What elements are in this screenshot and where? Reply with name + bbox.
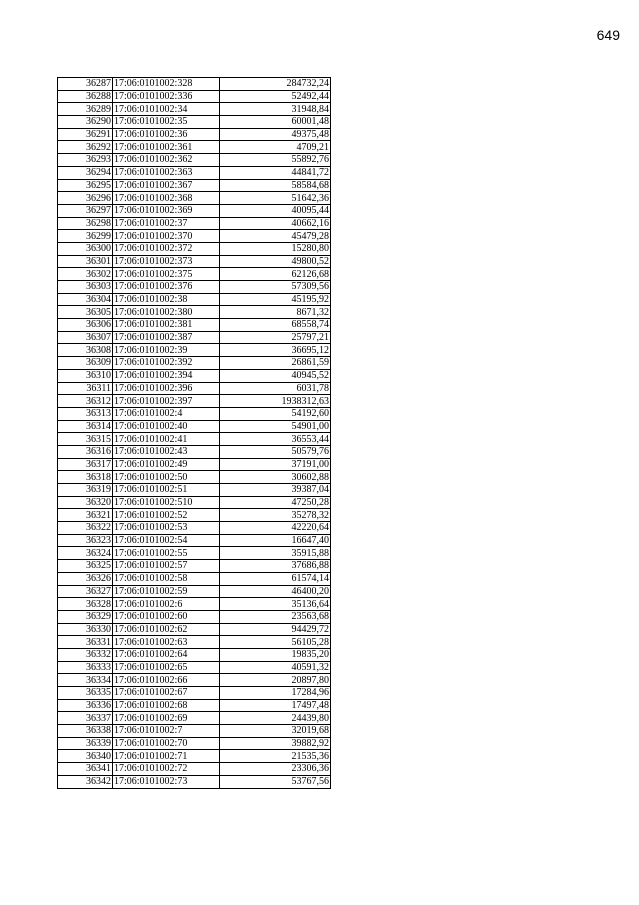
row-number-cell: 36308	[58, 344, 113, 357]
cadastral-value-cell: 42220,64	[220, 522, 331, 535]
table-row	[58, 90, 331, 103]
cadastral-number-cell: 17:06:0101002:40	[113, 420, 220, 433]
cadastral-value-cell: 30602,88	[220, 471, 331, 484]
cadastral-number-cell: 17:06:0101002:35	[113, 116, 220, 129]
table-row	[58, 674, 331, 687]
cadastral-value-cell: 45479,28	[220, 230, 331, 243]
row-number-cell: 36315	[58, 433, 113, 446]
row-number-cell: 36337	[58, 712, 113, 725]
table-row	[58, 192, 331, 205]
cadastral-value-cell: 54901,00	[220, 420, 331, 433]
row-number-cell: 36301	[58, 255, 113, 268]
cadastral-number-cell: 17:06:0101002:363	[113, 166, 220, 179]
cadastral-value-cell: 16647,40	[220, 534, 331, 547]
table-row	[58, 128, 331, 141]
cadastral-value-cell: 35136,64	[220, 598, 331, 611]
table-row	[58, 661, 331, 674]
row-number-cell: 36340	[58, 750, 113, 763]
row-number-cell: 36297	[58, 204, 113, 217]
page-number: 649	[596, 27, 620, 43]
row-number-cell: 36296	[58, 192, 113, 205]
row-number-cell: 36332	[58, 648, 113, 661]
cadastral-value-cell: 23306,36	[220, 763, 331, 776]
table-row	[58, 687, 331, 700]
cadastral-number-cell: 17:06:0101002:64	[113, 648, 220, 661]
table-row	[58, 585, 331, 598]
cadastral-value-cell: 6031,78	[220, 382, 331, 395]
row-number-cell: 36292	[58, 141, 113, 154]
table-row	[58, 471, 331, 484]
table-row	[58, 382, 331, 395]
cadastral-value-cell: 51642,36	[220, 192, 331, 205]
row-number-cell: 36339	[58, 737, 113, 750]
table-row	[58, 484, 331, 497]
cadastral-value-cell: 17497,48	[220, 699, 331, 712]
cadastral-number-cell: 17:06:0101002:370	[113, 230, 220, 243]
table-row	[58, 242, 331, 255]
cadastral-value-cell: 53767,56	[220, 775, 331, 788]
cadastral-number-cell: 17:06:0101002:336	[113, 90, 220, 103]
row-number-cell: 36331	[58, 636, 113, 649]
row-number-cell: 36299	[58, 230, 113, 243]
cadastral-value-cell: 52492,44	[220, 90, 331, 103]
table-row	[58, 357, 331, 370]
table-row	[58, 306, 331, 319]
cadastral-number-cell: 17:06:0101002:6	[113, 598, 220, 611]
table-row	[58, 775, 331, 788]
cadastral-number-cell: 17:06:0101002:37	[113, 217, 220, 230]
row-number-cell: 36316	[58, 445, 113, 458]
cadastral-value-cell: 57309,56	[220, 281, 331, 294]
table-row	[58, 217, 331, 230]
cadastral-value-cell: 36695,12	[220, 344, 331, 357]
table-row	[58, 636, 331, 649]
row-number-cell: 36288	[58, 90, 113, 103]
row-number-cell: 36302	[58, 268, 113, 281]
cadastral-value-cell: 40945,52	[220, 369, 331, 382]
cadastral-number-cell: 17:06:0101002:373	[113, 255, 220, 268]
row-number-cell: 36294	[58, 166, 113, 179]
cadastral-number-cell: 17:06:0101002:54	[113, 534, 220, 547]
row-number-cell: 36322	[58, 522, 113, 535]
table-row	[58, 433, 331, 446]
table-row	[58, 496, 331, 509]
row-number-cell: 36336	[58, 699, 113, 712]
cadastral-value-cell: 68558,74	[220, 319, 331, 332]
row-number-cell: 36324	[58, 547, 113, 560]
cadastral-number-cell: 17:06:0101002:65	[113, 661, 220, 674]
cadastral-value-cell: 23563,68	[220, 610, 331, 623]
row-number-cell: 36333	[58, 661, 113, 674]
table-row	[58, 179, 331, 192]
cadastral-value-cell: 8671,32	[220, 306, 331, 319]
cadastral-number-cell: 17:06:0101002:376	[113, 281, 220, 294]
cadastral-number-cell: 17:06:0101002:381	[113, 319, 220, 332]
table-row	[58, 458, 331, 471]
row-number-cell: 36313	[58, 407, 113, 420]
row-number-cell: 36321	[58, 509, 113, 522]
table-row	[58, 522, 331, 535]
row-number-cell: 36326	[58, 572, 113, 585]
cadastral-number-cell: 17:06:0101002:66	[113, 674, 220, 687]
cadastral-value-cell: 20897,80	[220, 674, 331, 687]
cadastral-number-cell: 17:06:0101002:38	[113, 293, 220, 306]
cadastral-number-cell: 17:06:0101002:50	[113, 471, 220, 484]
table-row	[58, 763, 331, 776]
cadastral-value-cell: 37191,00	[220, 458, 331, 471]
row-number-cell: 36289	[58, 103, 113, 116]
table-row	[58, 103, 331, 116]
cadastral-number-cell: 17:06:0101002:55	[113, 547, 220, 560]
table-row	[58, 230, 331, 243]
cadastral-value-cell: 44841,72	[220, 166, 331, 179]
row-number-cell: 36314	[58, 420, 113, 433]
cadastral-value-cell: 1938312,63	[220, 395, 331, 408]
table-row	[58, 648, 331, 661]
cadastral-value-cell: 17284,96	[220, 687, 331, 700]
cadastral-value-cell: 49375,48	[220, 128, 331, 141]
row-number-cell: 36319	[58, 484, 113, 497]
row-number-cell: 36327	[58, 585, 113, 598]
cadastral-number-cell: 17:06:0101002:34	[113, 103, 220, 116]
cadastral-value-cell: 40591,32	[220, 661, 331, 674]
cadastral-number-cell: 17:06:0101002:43	[113, 445, 220, 458]
table-row	[58, 737, 331, 750]
cadastral-number-cell: 17:06:0101002:68	[113, 699, 220, 712]
table-row	[58, 445, 331, 458]
cadastral-value-cell: 4709,21	[220, 141, 331, 154]
cadastral-value-cell: 54192,60	[220, 407, 331, 420]
cadastral-number-cell: 17:06:0101002:510	[113, 496, 220, 509]
cadastral-value-table	[57, 77, 331, 789]
cadastral-value-cell: 39387,04	[220, 484, 331, 497]
row-number-cell: 36304	[58, 293, 113, 306]
row-number-cell: 36298	[58, 217, 113, 230]
row-number-cell: 36290	[58, 116, 113, 129]
table-row	[58, 141, 331, 154]
row-number-cell: 36330	[58, 623, 113, 636]
row-number-cell: 36291	[58, 128, 113, 141]
cadastral-number-cell: 17:06:0101002:392	[113, 357, 220, 370]
cadastral-number-cell: 17:06:0101002:7	[113, 725, 220, 738]
table-row	[58, 725, 331, 738]
row-number-cell: 36317	[58, 458, 113, 471]
cadastral-value-cell: 46400,20	[220, 585, 331, 598]
table-row	[58, 281, 331, 294]
cadastral-number-cell: 17:06:0101002:49	[113, 458, 220, 471]
cadastral-number-cell: 17:06:0101002:70	[113, 737, 220, 750]
row-number-cell: 36329	[58, 610, 113, 623]
cadastral-value-cell: 94429,72	[220, 623, 331, 636]
cadastral-value-cell: 19835,20	[220, 648, 331, 661]
row-number-cell: 36293	[58, 154, 113, 167]
cadastral-number-cell: 17:06:0101002:394	[113, 369, 220, 382]
cadastral-number-cell: 17:06:0101002:368	[113, 192, 220, 205]
table-row	[58, 534, 331, 547]
table-row	[58, 255, 331, 268]
cadastral-value-cell: 35278,32	[220, 509, 331, 522]
cadastral-number-cell: 17:06:0101002:57	[113, 560, 220, 573]
row-number-cell: 36338	[58, 725, 113, 738]
table-row	[58, 750, 331, 763]
cadastral-number-cell: 17:06:0101002:63	[113, 636, 220, 649]
cadastral-value-cell: 49800,52	[220, 255, 331, 268]
row-number-cell: 36318	[58, 471, 113, 484]
table-row	[58, 610, 331, 623]
row-number-cell: 36342	[58, 775, 113, 788]
cadastral-value-cell: 60001,48	[220, 116, 331, 129]
row-number-cell: 36295	[58, 179, 113, 192]
cadastral-value-cell: 36553,44	[220, 433, 331, 446]
cadastral-number-cell: 17:06:0101002:328	[113, 78, 220, 91]
cadastral-number-cell: 17:06:0101002:372	[113, 242, 220, 255]
table-row	[58, 699, 331, 712]
cadastral-value-cell: 61574,14	[220, 572, 331, 585]
row-number-cell: 36335	[58, 687, 113, 700]
table-row	[58, 623, 331, 636]
table-row	[58, 560, 331, 573]
row-number-cell: 36341	[58, 763, 113, 776]
cadastral-number-cell: 17:06:0101002:396	[113, 382, 220, 395]
cadastral-value-cell: 55892,76	[220, 154, 331, 167]
cadastral-number-cell: 17:06:0101002:72	[113, 763, 220, 776]
row-number-cell: 36328	[58, 598, 113, 611]
cadastral-value-cell: 62126,68	[220, 268, 331, 281]
cadastral-value-cell: 40095,44	[220, 204, 331, 217]
table-row	[58, 395, 331, 408]
cadastral-number-cell: 17:06:0101002:52	[113, 509, 220, 522]
cadastral-number-cell: 17:06:0101002:361	[113, 141, 220, 154]
table-row	[58, 154, 331, 167]
table-row	[58, 712, 331, 725]
cadastral-value-cell: 32019,68	[220, 725, 331, 738]
cadastral-number-cell: 17:06:0101002:367	[113, 179, 220, 192]
cadastral-number-cell: 17:06:0101002:58	[113, 572, 220, 585]
table-row	[58, 319, 331, 332]
row-number-cell: 36325	[58, 560, 113, 573]
row-number-cell: 36309	[58, 357, 113, 370]
cadastral-number-cell: 17:06:0101002:62	[113, 623, 220, 636]
cadastral-value-cell: 45195,92	[220, 293, 331, 306]
table-body	[58, 78, 331, 789]
cadastral-value-cell: 39882,92	[220, 737, 331, 750]
table-row	[58, 369, 331, 382]
cadastral-number-cell: 17:06:0101002:71	[113, 750, 220, 763]
cadastral-number-cell: 17:06:0101002:51	[113, 484, 220, 497]
table-row	[58, 547, 331, 560]
cadastral-number-cell: 17:06:0101002:59	[113, 585, 220, 598]
cadastral-value-cell: 50579,76	[220, 445, 331, 458]
row-number-cell: 36300	[58, 242, 113, 255]
cadastral-number-cell: 17:06:0101002:73	[113, 775, 220, 788]
row-number-cell: 36307	[58, 331, 113, 344]
table-row	[58, 598, 331, 611]
cadastral-value-cell: 21535,36	[220, 750, 331, 763]
row-number-cell: 36305	[58, 306, 113, 319]
cadastral-value-cell: 15280,80	[220, 242, 331, 255]
cadastral-number-cell: 17:06:0101002:60	[113, 610, 220, 623]
cadastral-value-cell: 24439,80	[220, 712, 331, 725]
cadastral-number-cell: 17:06:0101002:375	[113, 268, 220, 281]
cadastral-number-cell: 17:06:0101002:397	[113, 395, 220, 408]
table-row	[58, 166, 331, 179]
row-number-cell: 36303	[58, 281, 113, 294]
table-row	[58, 116, 331, 129]
table-row	[58, 293, 331, 306]
row-number-cell: 36334	[58, 674, 113, 687]
cadastral-value-cell: 25797,21	[220, 331, 331, 344]
table-row	[58, 420, 331, 433]
table-row	[58, 509, 331, 522]
cadastral-number-cell: 17:06:0101002:369	[113, 204, 220, 217]
cadastral-number-cell: 17:06:0101002:53	[113, 522, 220, 535]
table-row	[58, 268, 331, 281]
table-row	[58, 572, 331, 585]
table-row	[58, 344, 331, 357]
cadastral-number-cell: 17:06:0101002:387	[113, 331, 220, 344]
cadastral-value-cell: 58584,68	[220, 179, 331, 192]
table-row	[58, 331, 331, 344]
row-number-cell: 36306	[58, 319, 113, 332]
cadastral-number-cell: 17:06:0101002:39	[113, 344, 220, 357]
table-row	[58, 78, 331, 91]
row-number-cell: 36311	[58, 382, 113, 395]
row-number-cell: 36287	[58, 78, 113, 91]
row-number-cell: 36312	[58, 395, 113, 408]
table-row	[58, 204, 331, 217]
cadastral-number-cell: 17:06:0101002:36	[113, 128, 220, 141]
cadastral-number-cell: 17:06:0101002:380	[113, 306, 220, 319]
cadastral-number-cell: 17:06:0101002:41	[113, 433, 220, 446]
cadastral-value-cell: 35915,88	[220, 547, 331, 560]
table-row	[58, 407, 331, 420]
cadastral-number-cell: 17:06:0101002:4	[113, 407, 220, 420]
cadastral-number-cell: 17:06:0101002:67	[113, 687, 220, 700]
cadastral-number-cell: 17:06:0101002:362	[113, 154, 220, 167]
cadastral-value-cell: 284732,24	[220, 78, 331, 91]
row-number-cell: 36320	[58, 496, 113, 509]
cadastral-value-cell: 56105,28	[220, 636, 331, 649]
row-number-cell: 36323	[58, 534, 113, 547]
cadastral-value-cell: 47250,28	[220, 496, 331, 509]
cadastral-value-cell: 37686,88	[220, 560, 331, 573]
cadastral-number-cell: 17:06:0101002:69	[113, 712, 220, 725]
cadastral-value-cell: 26861,59	[220, 357, 331, 370]
cadastral-value-cell: 40662,16	[220, 217, 331, 230]
row-number-cell: 36310	[58, 369, 113, 382]
cadastral-value-cell: 31948,84	[220, 103, 331, 116]
